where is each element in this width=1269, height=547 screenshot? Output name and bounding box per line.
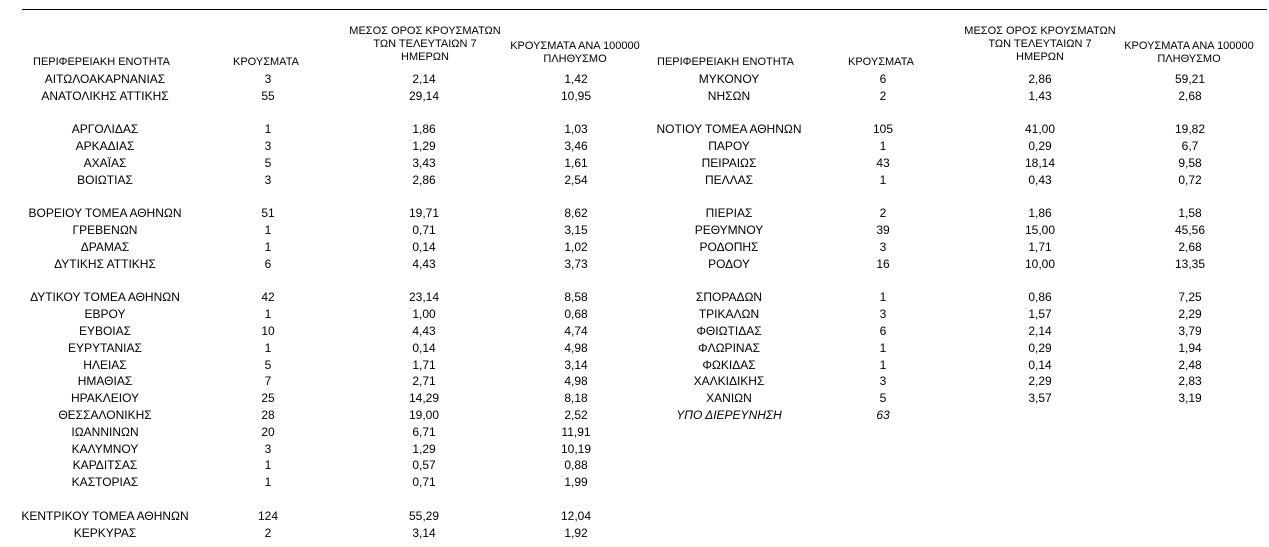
left-header-avg-line3: ΗΜΕΡΩΝ <box>401 51 449 63</box>
right-row-name: ΝΟΤΙΟΥ ΤΟΜΕΑ ΑΘΗΝΩΝ <box>656 122 802 137</box>
left-row-cases: 28 <box>261 408 275 422</box>
right-row-avg: 2,86 <box>1028 72 1052 86</box>
left-row-avg: 0,57 <box>412 458 436 473</box>
left-row-avg: 3,43 <box>412 156 436 170</box>
left-row-cases: 1 <box>264 122 272 137</box>
left-row-avg: 1,86 <box>412 122 436 137</box>
left-header-per100k-line2: ΠΛΗΘΥΣΜΟ <box>543 53 607 65</box>
right-row-cases: 6 <box>879 324 887 338</box>
left-row-avg: 4,43 <box>412 256 436 271</box>
left-row-name: ΒΟΡΕΙΟΥ ΤΟΜΕΑ ΑΘΗΝΩΝ <box>28 206 182 221</box>
left-row-cases: 42 <box>261 290 275 305</box>
left-row-avg: 0,71 <box>412 223 436 238</box>
left-row-per: 3,46 <box>564 139 588 154</box>
left-row-per: 8,18 <box>564 391 588 406</box>
right-row-per: 2,68 <box>1178 88 1202 103</box>
left-row-name: ΑΙΤΩΛΟΑΚΑΡΝΑΝΙΑΣ <box>44 72 166 86</box>
left-row-cases: 55 <box>261 88 275 103</box>
right-row-per: 13,35 <box>1174 256 1206 271</box>
left-row-name: ΚΑΡΔΙΤΣΑΣ <box>72 458 138 473</box>
left-row-cases: 10 <box>261 324 275 338</box>
right-row-name: ΠΙΕΡΙΑΣ <box>705 206 753 221</box>
right-row-cases: 3 <box>879 307 887 322</box>
left-row-avg: 14,29 <box>408 391 440 406</box>
right-row-avg: 1,43 <box>1028 88 1052 103</box>
right-row-name: ΦΘΙΩΤΙΔΑΣ <box>696 324 762 338</box>
left-row-per: 2,52 <box>564 408 588 422</box>
right-row-name: ΧΑΝΙΩΝ <box>706 391 752 406</box>
right-row-cases: 1 <box>879 290 887 305</box>
left-header-cases: ΚΡΟΥΣΜΑΤΑ <box>233 56 299 68</box>
right-header-per100k <box>1114 40 1264 66</box>
right-row-avg: 0,86 <box>1028 290 1052 305</box>
left-row-avg: 0,14 <box>412 340 436 355</box>
left-row-name: ΚΕΡΚΥΡΑΣ <box>73 525 137 540</box>
left-row-avg: 0,71 <box>412 475 436 490</box>
right-row-avg: 18,14 <box>1024 156 1056 170</box>
right-row-name: ΥΠΟ ΔΙΕΡΕΥΝΗΣΗ <box>676 408 782 422</box>
right-row-avg: 10,00 <box>1024 256 1056 271</box>
left-row-per: 1,61 <box>564 156 588 170</box>
left-row-per: 3,73 <box>564 256 588 271</box>
left-row-cases: 3 <box>264 441 272 456</box>
right-row-per: 7,25 <box>1178 290 1202 305</box>
left-row-avg: 1,00 <box>412 307 436 322</box>
right-row-name: ΝΗΣΩΝ <box>707 88 751 103</box>
left-row-per: 1,42 <box>564 72 588 86</box>
right-row-per: 0,72 <box>1178 172 1202 187</box>
right-row-name: ΠΕΛΛΑΣ <box>704 172 754 187</box>
left-row-cases: 1 <box>264 340 272 355</box>
left-row-avg: 23,14 <box>408 290 440 305</box>
left-header-avg <box>345 25 505 64</box>
left-row-cases: 5 <box>264 156 272 170</box>
right-row-per: 1,94 <box>1178 340 1202 355</box>
right-row-avg: 0,14 <box>1028 357 1052 372</box>
right-row-avg: 2,29 <box>1028 374 1052 389</box>
left-row-name: ΑΝΑΤΟΛΙΚΗΣ ΑΤΤΙΚΗΣ <box>41 88 169 103</box>
left-row-avg: 3,14 <box>412 525 436 540</box>
right-row-name: ΡΕΘΥΜΝΟΥ <box>694 223 764 238</box>
left-row-cases: 3 <box>264 72 272 86</box>
right-row-avg: 15,00 <box>1024 223 1056 238</box>
right-header-region: ΠΕΡΙΦΕΡΕΙΑΚΗ ΕΝΟΤΗΤΑ <box>657 56 794 68</box>
left-row-name: ΘΕΣΣΑΛΟΝΙΚΗΣ <box>58 408 152 422</box>
left-row-name: ΗΛΕΙΑΣ <box>83 357 127 372</box>
left-row-per: 1,02 <box>564 240 588 254</box>
right-row-avg: 1,57 <box>1028 307 1052 322</box>
left-row-cases: 51 <box>261 206 275 221</box>
left-row-name: ΕΒΡΟΥ <box>84 307 126 322</box>
right-row-per: 3,79 <box>1178 324 1202 338</box>
right-row-name: ΠΑΡΟΥ <box>708 139 750 154</box>
left-row-name: ΚΑΛΥΜΝΟΥ <box>71 441 139 456</box>
right-row-cases: 63 <box>876 408 890 422</box>
right-row-per: 1,58 <box>1178 206 1202 221</box>
right-row-cases: 2 <box>879 206 887 221</box>
left-row-per: 10,95 <box>560 88 592 103</box>
left-row-cases: 124 <box>257 508 279 523</box>
right-row-name: ΡΟΔΟΠΗΣ <box>699 240 759 254</box>
right-header-avg-line1: ΜΕΣΟΣ ΟΡΟΣ ΚΡΟΥΣΜΑΤΩΝ <box>964 25 1116 37</box>
right-row-cases: 1 <box>879 340 887 355</box>
left-row-avg: 6,71 <box>412 424 436 439</box>
right-row-cases: 5 <box>879 391 887 406</box>
left-row-name: ΚΑΣΤΟΡΙΑΣ <box>71 475 139 490</box>
left-row-per: 12,04 <box>560 508 592 523</box>
left-row-cases: 1 <box>264 223 272 238</box>
right-row-cases: 43 <box>876 156 890 170</box>
left-row-name: ΗΡΑΚΛΕΙΟΥ <box>70 391 140 406</box>
right-header-cases: ΚΡΟΥΣΜΑΤΑ <box>848 56 914 68</box>
left-row-name: ΓΡΕΒΕΝΩΝ <box>72 223 138 238</box>
left-row-name: ΑΡΓΟΛΙΔΑΣ <box>71 122 139 137</box>
right-row-avg: 1,86 <box>1028 206 1052 221</box>
right-header-avg <box>960 25 1120 64</box>
left-row-per: 8,62 <box>564 206 588 221</box>
right-row-per: 9,58 <box>1178 156 1202 170</box>
left-row-per: 4,74 <box>564 324 588 338</box>
right-row-avg: 1,71 <box>1028 240 1052 254</box>
right-header-per100k-line2: ΠΛΗΘΥΣΜΟ <box>1157 53 1221 65</box>
right-row-per: 2,83 <box>1178 374 1202 389</box>
right-row-cases: 105 <box>872 122 894 137</box>
right-row-per: 6,7 <box>1181 139 1199 154</box>
left-row-avg: 29,14 <box>408 88 440 103</box>
left-header-region: ΠΕΡΙΦΕΡΕΙΑΚΗ ΕΝΟΤΗΤΑ <box>33 56 170 68</box>
left-row-cases: 1 <box>264 240 272 254</box>
left-row-cases: 25 <box>261 391 275 406</box>
left-row-cases: 1 <box>264 458 272 473</box>
right-row-avg: 0,29 <box>1028 139 1052 154</box>
left-row-avg: 2,71 <box>412 374 436 389</box>
left-row-cases: 20 <box>261 424 275 439</box>
right-row-per: 2,29 <box>1178 307 1202 322</box>
left-row-avg: 1,71 <box>412 357 436 372</box>
left-row-avg: 1,29 <box>412 139 436 154</box>
right-row-name: ΦΩΚΙΔΑΣ <box>702 357 756 372</box>
right-row-per: 59,21 <box>1174 72 1206 86</box>
left-row-name: ΑΧΑΪΑΣ <box>83 156 127 170</box>
left-row-avg: 2,14 <box>412 72 436 86</box>
right-row-per: 45,56 <box>1174 223 1206 238</box>
right-row-cases: 3 <box>879 374 887 389</box>
left-row-cases: 1 <box>264 307 272 322</box>
right-row-avg: 3,57 <box>1028 391 1052 406</box>
left-row-per: 8,58 <box>564 290 588 305</box>
left-row-avg: 4,43 <box>412 324 436 338</box>
right-row-avg: 0,43 <box>1028 172 1052 187</box>
left-row-avg: 19,71 <box>408 206 440 221</box>
left-row-per: 1,92 <box>564 525 588 540</box>
left-row-name: ΙΩΑΝΝΙΝΩΝ <box>71 424 139 439</box>
right-row-cases: 1 <box>879 139 887 154</box>
left-row-avg: 19,00 <box>408 408 440 422</box>
left-row-name: ΗΜΑΘΙΑΣ <box>77 374 133 389</box>
right-row-name: ΜΥΚΟΝΟΥ <box>698 72 760 86</box>
left-row-name: ΑΡΚΑΔΙΑΣ <box>75 139 135 154</box>
right-row-name: ΡΟΔΟΥ <box>708 256 750 271</box>
left-header-avg-line1: ΜΕΣΟΣ ΟΡΟΣ ΚΡΟΥΣΜΑΤΩΝ <box>349 25 501 37</box>
left-row-name: ΚΕΝΤΡΙΚΟΥ ΤΟΜΕΑ ΑΘΗΝΩΝ <box>21 508 189 523</box>
right-row-cases: 1 <box>879 172 887 187</box>
left-row-cases: 2 <box>264 525 272 540</box>
left-row-per: 2,54 <box>564 172 588 187</box>
left-row-name: ΒΟΙΩΤΙΑΣ <box>77 172 133 187</box>
left-row-per: 4,98 <box>564 340 588 355</box>
right-header-avg-line2: ΤΩΝ ΤΕΛΕΥΤΑΙΩΝ 7 <box>988 38 1092 50</box>
left-row-per: 0,68 <box>564 307 588 322</box>
right-row-cases: 6 <box>879 72 887 86</box>
left-row-name: ΔΥΤΙΚΗΣ ΑΤΤΙΚΗΣ <box>54 256 156 271</box>
left-header-per100k <box>500 40 650 66</box>
right-row-cases: 1 <box>879 357 887 372</box>
left-row-avg: 1,29 <box>412 441 436 456</box>
right-row-per: 19,82 <box>1174 122 1206 137</box>
right-row-per: 3,19 <box>1178 391 1202 406</box>
left-row-name: ΕΥΡΥΤΑΝΙΑΣ <box>68 340 142 355</box>
right-row-name: ΣΠΟΡΑΔΩΝ <box>695 290 763 305</box>
left-row-avg: 55,29 <box>408 508 440 523</box>
left-row-name: ΕΥΒΟΙΑΣ <box>78 324 132 338</box>
right-row-avg: 41,00 <box>1024 122 1056 137</box>
left-row-cases: 7 <box>264 374 272 389</box>
left-row-cases: 6 <box>264 256 272 271</box>
left-row-name: ΔΥΤΙΚΟΥ ΤΟΜΕΑ ΑΘΗΝΩΝ <box>30 290 180 305</box>
right-row-cases: 39 <box>876 223 890 238</box>
right-row-cases: 2 <box>879 88 887 103</box>
right-row-per: 2,68 <box>1178 240 1202 254</box>
left-row-per: 1,03 <box>564 122 588 137</box>
right-row-name: ΦΛΩΡΙΝΑΣ <box>698 340 760 355</box>
left-row-cases: 3 <box>264 172 272 187</box>
right-row-name: ΠΕΙΡΑΙΩΣ <box>701 156 757 170</box>
left-row-per: 3,15 <box>564 223 588 238</box>
left-row-cases: 3 <box>264 139 272 154</box>
left-row-per: 0,88 <box>564 458 588 473</box>
left-header-per100k-line1: ΚΡΟΥΣΜΑΤΑ ΑΝΑ 100000 <box>510 40 640 52</box>
right-row-name: ΤΡΙΚΑΛΩΝ <box>698 307 760 322</box>
right-row-per: 2,48 <box>1178 357 1202 372</box>
right-header-per100k-line1: ΚΡΟΥΣΜΑΤΑ ΑΝΑ 100000 <box>1124 40 1254 52</box>
right-row-cases: 3 <box>879 240 887 254</box>
right-header-avg-line3: ΗΜΕΡΩΝ <box>1016 51 1064 63</box>
left-row-cases: 1 <box>264 475 272 490</box>
right-row-name: ΧΑΛΚΙΔΙΚΗΣ <box>693 374 765 389</box>
left-row-per: 4,98 <box>564 374 588 389</box>
left-row-per: 11,91 <box>561 424 591 439</box>
right-row-avg: 2,14 <box>1028 324 1052 338</box>
left-row-avg: 0,14 <box>412 240 436 254</box>
left-row-per: 1,99 <box>564 475 588 490</box>
top-border-line <box>22 9 1267 10</box>
left-row-avg: 2,86 <box>412 172 436 187</box>
right-row-cases: 16 <box>876 256 890 271</box>
left-row-per: 10,19 <box>560 441 592 456</box>
right-row-avg: 0,29 <box>1028 340 1052 355</box>
left-row-name: ΔΡΑΜΑΣ <box>80 240 130 254</box>
left-row-per: 3,14 <box>564 357 588 372</box>
left-header-avg-line2: ΤΩΝ ΤΕΛΕΥΤΑΙΩΝ 7 <box>373 38 477 50</box>
left-row-cases: 5 <box>264 357 272 372</box>
